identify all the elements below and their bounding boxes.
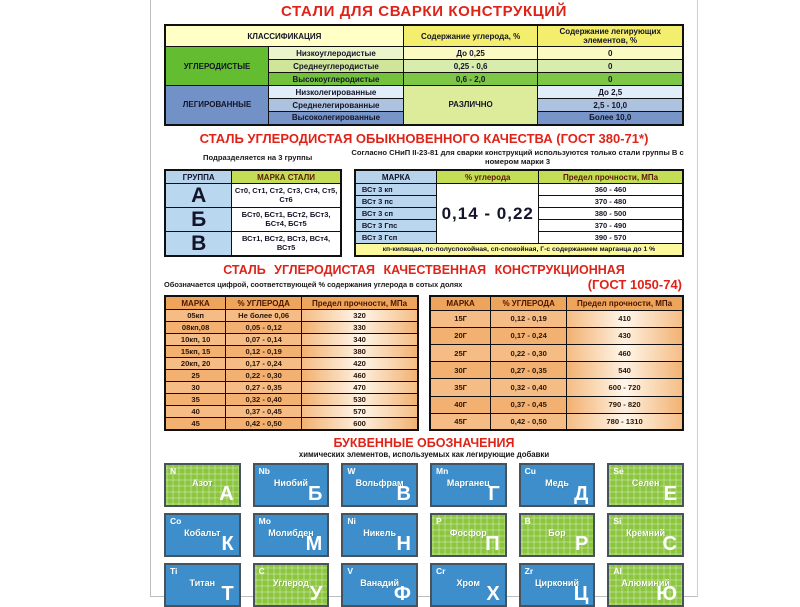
- strength-value: 470: [302, 382, 418, 394]
- steel-mark: 35: [165, 394, 226, 406]
- mark-header: МАРКА: [165, 296, 226, 310]
- strength-value: 380: [302, 346, 418, 358]
- element-symbol: B: [524, 516, 531, 527]
- element-symbol: Nb: [258, 466, 270, 477]
- carbon-range: Не более 0,06: [226, 310, 302, 322]
- alloy-content: До 2,5: [538, 86, 683, 99]
- element-symbol: W: [347, 466, 356, 477]
- element-name: Медь: [545, 478, 569, 489]
- vst3-marks-table: [354, 169, 684, 257]
- section2-note-left: Подразделяется на 3 группы: [203, 152, 313, 162]
- element-tile-al: [607, 563, 684, 607]
- steel-mark: ВСт 3 пс: [355, 196, 437, 208]
- steel-mark: ВСт 3 сп: [355, 208, 437, 220]
- element-symbol: Se: [613, 466, 624, 477]
- element-letter: Б: [307, 483, 323, 506]
- element-tile-mn: [430, 463, 507, 507]
- steel-mark: 15Г: [430, 310, 491, 327]
- carbon-various: РАЗЛИЧНО: [403, 86, 538, 125]
- strength-value: 540: [567, 362, 683, 379]
- section2-note-right: Согласно СНиП II-23-81 для сварки конструкций используются только стали группы В с номером марки 3: [351, 147, 684, 166]
- strength-header: Предел прочности, МПа: [302, 296, 418, 310]
- element-tile-n: [164, 463, 241, 507]
- carbon-range: 0,32 - 0,40: [226, 394, 302, 406]
- alloy-content: 2,5 - 10,0: [538, 99, 683, 112]
- element-symbol: Cr: [435, 566, 446, 577]
- element-symbol: C: [258, 566, 265, 577]
- strength-value: 460: [302, 370, 418, 382]
- section3-title: СТАЛЬ УГЛЕРОДИСТАЯ КАЧЕСТВЕННАЯ КОНСТРУКЦИОННАЯ: [223, 262, 625, 277]
- element-tile-co: [164, 513, 241, 557]
- steel-mark: 45: [165, 418, 226, 431]
- carbon-range: 0,05 - 0,12: [226, 322, 302, 334]
- element-letter: Р: [574, 533, 589, 556]
- element-letter: П: [485, 533, 500, 556]
- steel-mark: 05кп: [165, 310, 226, 322]
- carbon-range: 0,17 - 0,24: [226, 358, 302, 370]
- element-letter: Х: [486, 583, 500, 606]
- element-letter: Е: [663, 483, 677, 506]
- element-symbol: P: [435, 516, 442, 527]
- element-letter: Ф: [393, 583, 411, 606]
- steel-mark: ВСт 3 кп: [355, 183, 437, 195]
- strength-value: 370 - 480: [539, 196, 683, 208]
- element-tile-ni: [341, 513, 418, 557]
- element-letter: А: [219, 483, 234, 506]
- element-name: Фосфор: [449, 528, 487, 539]
- section3-gost: (ГОСТ 1050-74): [587, 276, 682, 292]
- strength-value: 600 - 720: [567, 379, 683, 396]
- carbon-content-header: Содержание углерода, %: [403, 25, 538, 47]
- strength-header: Предел прочности, МПа: [539, 170, 683, 183]
- steel-groups-table: [164, 169, 342, 257]
- section2-notes: [164, 148, 684, 167]
- elements-grid: [164, 463, 684, 607]
- element-name: Титан: [189, 578, 216, 589]
- carbon-range: 0,12 - 0,19: [226, 346, 302, 358]
- group-carbon-steels: УГЛЕРОДИСТЫЕ: [165, 47, 269, 86]
- carbon-range: 0,42 - 0,50: [226, 418, 302, 431]
- carbon-range: 0,07 - 0,14: [226, 334, 302, 346]
- carbon-percent-header: % УГЛЕРОДА: [226, 296, 302, 310]
- group-letter: Б: [165, 207, 232, 231]
- element-letter: С: [662, 533, 677, 556]
- element-name: Марганец: [446, 478, 490, 489]
- element-name: Селен: [631, 478, 660, 489]
- steel-type: Низколегированные: [269, 86, 404, 99]
- steel-type: Высоколегированные: [269, 112, 404, 125]
- element-symbol: Mo: [258, 516, 271, 527]
- steel-mark: 10кп, 10: [165, 334, 226, 346]
- element-letter: М: [305, 533, 323, 556]
- element-name: Азот: [192, 478, 213, 489]
- strength-value: 360 - 460: [539, 183, 683, 195]
- section2-title: СТАЛЬ УГЛЕРОДИСТАЯ ОБЫКНОВЕННОГО КАЧЕСТВА (ГОСТ 380-71*): [199, 130, 649, 146]
- group-alloyed-steels: ЛЕГИРОВАННЫЕ: [165, 86, 269, 125]
- steel-mark: 25Г: [430, 345, 491, 362]
- steel-type: Среднелегированные: [269, 99, 404, 112]
- steel-mark: 20кп, 20: [165, 358, 226, 370]
- carbon-range: 0,42 - 0,50: [491, 413, 567, 430]
- element-tile-cu: [519, 463, 596, 507]
- strength-value: 420: [302, 358, 418, 370]
- element-letter: Н: [396, 533, 411, 556]
- alloy-content-header: Содержание легирующих элементов, %: [538, 25, 683, 47]
- group-marks: ВСт1, ВСт2, ВСт3, ВСт4, ВСт5: [232, 231, 341, 256]
- marks-footnote: кп-кипящая, пс-полуспокойная, сп-спокойная, Г-с содержанием марганца до 1 %: [355, 244, 683, 256]
- strength-value: 570: [302, 406, 418, 418]
- steel-mark: 40: [165, 406, 226, 418]
- element-name: Кремний: [626, 528, 666, 539]
- gost1050-left-table: [164, 295, 419, 432]
- steel-mark: 25: [165, 370, 226, 382]
- element-tile-se: [607, 463, 684, 507]
- strength-value: 530: [302, 394, 418, 406]
- strength-value: 370 - 490: [539, 220, 683, 232]
- element-tile-cr: [430, 563, 507, 607]
- element-name: Ниобий: [273, 478, 309, 489]
- element-name: Никель: [363, 528, 397, 539]
- classification-table: [164, 24, 684, 126]
- element-name: Углерод: [273, 578, 309, 589]
- steel-type: Среднеуглеродистые: [269, 60, 404, 73]
- element-tile-v: [341, 563, 418, 607]
- steel-type: Низкоуглеродистые: [269, 47, 404, 60]
- element-tile-mo: [253, 513, 330, 557]
- element-tile-nb: [253, 463, 330, 507]
- element-name: Кобальт: [184, 528, 221, 539]
- section4-title: БУКВЕННЫЕ ОБОЗНАЧЕНИЯ: [333, 436, 515, 451]
- element-tile-si: [607, 513, 684, 557]
- element-name: Цирконий: [534, 578, 579, 589]
- section3-subtitle-row: [164, 277, 684, 292]
- element-name: Вольфрам: [355, 478, 404, 489]
- steel-mark: 15кп, 15: [165, 346, 226, 358]
- steel-mark: 30Г: [430, 362, 491, 379]
- group-marks: БСт0, БСт1, БСт2, БСт3, БСт4, БСт5: [232, 207, 341, 231]
- strength-value: 390 - 570: [539, 232, 683, 244]
- section3-tables: [164, 295, 684, 432]
- steel-mark: 08кп,08: [165, 322, 226, 334]
- element-tile-b: [519, 513, 596, 557]
- carbon-range: 0,6 - 2,0: [403, 73, 538, 86]
- carbon-range: 0,32 - 0,40: [491, 379, 567, 396]
- carbon-range: 0,12 - 0,19: [491, 310, 567, 327]
- steel-type: Высокоуглеродистые: [269, 73, 404, 86]
- element-letter: Т: [221, 583, 234, 606]
- strength-value: 410: [567, 310, 683, 327]
- element-tile-w: [341, 463, 418, 507]
- element-symbol: Cu: [524, 466, 536, 477]
- group-letter: В: [165, 231, 232, 256]
- element-symbol: V: [347, 566, 353, 577]
- element-symbol: Si: [613, 516, 622, 527]
- strength-value: 380 - 500: [539, 208, 683, 220]
- steel-poster: [150, 0, 698, 606]
- steel-mark: ВСт 3 Гпс: [355, 220, 437, 232]
- element-symbol: Co: [170, 516, 182, 527]
- element-symbol: N: [170, 466, 177, 477]
- strength-value: 600: [302, 418, 418, 431]
- element-symbol: Ti: [170, 566, 178, 577]
- carbon-range: 0,37 - 0,45: [226, 406, 302, 418]
- strength-value: 780 - 1310: [567, 413, 683, 430]
- element-letter: Д: [574, 483, 589, 506]
- carbon-range: 0,17 - 0,24: [491, 327, 567, 344]
- group-letter: А: [165, 183, 232, 207]
- element-letter: Ц: [573, 583, 589, 606]
- element-name: Ванадий: [360, 578, 400, 589]
- carbon-range: 0,22 - 0,30: [491, 345, 567, 362]
- alloy-content: 0: [538, 47, 683, 60]
- carbon-range: 0,25 - 0,6: [403, 60, 538, 73]
- element-name: Молибден: [268, 528, 314, 539]
- element-tile-ti: [164, 563, 241, 607]
- carbon-range: 0,37 - 0,45: [491, 396, 567, 413]
- classification-header: КЛАССИФИКАЦИЯ: [165, 25, 403, 47]
- steel-mark: ВСт 3 Гсп: [355, 232, 437, 244]
- steel-mark: 20Г: [430, 327, 491, 344]
- carbon-range: 0,27 - 0,35: [226, 382, 302, 394]
- element-tile-p: [430, 513, 507, 557]
- element-tile-zr: [519, 563, 596, 607]
- strength-value: 330: [302, 322, 418, 334]
- strength-header: Предел прочности, МПа: [567, 296, 683, 310]
- alloy-content: Более 10,0: [538, 112, 683, 125]
- element-letter: У: [309, 583, 323, 606]
- element-symbol: Ni: [347, 516, 356, 527]
- steel-mark: 40Г: [430, 396, 491, 413]
- element-symbol: Mn: [435, 466, 449, 477]
- element-letter: Ю: [656, 583, 677, 606]
- section4-subtitle: химических элементов, используемых как легирующие добавки: [298, 450, 550, 460]
- strength-value: 340: [302, 334, 418, 346]
- section2-tables: [164, 169, 684, 257]
- carbon-percent-header: % УГЛЕРОДА: [491, 296, 567, 310]
- carbon-merged-value: 0,14 - 0,22: [437, 183, 539, 243]
- strength-value: 320: [302, 310, 418, 322]
- poster-title: СТАЛИ ДЛЯ СВАРКИ КОНСТРУКЦИЙ: [280, 3, 568, 20]
- element-letter: В: [396, 483, 411, 506]
- group-header: ГРУППА: [165, 170, 232, 183]
- element-tile-c: [253, 563, 330, 607]
- element-letter: Г: [488, 483, 500, 506]
- strength-value: 790 - 820: [567, 396, 683, 413]
- mark-header: МАРКА: [355, 170, 437, 183]
- strength-value: 460: [567, 345, 683, 362]
- carbon-range: 0,27 - 0,35: [491, 362, 567, 379]
- mark-header: МАРКА: [430, 296, 491, 310]
- alloy-content: 0: [538, 60, 683, 73]
- steel-mark: 30: [165, 382, 226, 394]
- section3-note: Обозначается цифрой, соответствующей % содержания углерода в сотых долях: [164, 279, 463, 289]
- carbon-range: До 0,25: [403, 47, 538, 60]
- steel-mark: 45Г: [430, 413, 491, 430]
- group-marks: Ст0, Ст1, Ст2, Ст3, Ст4, Ст5, Ст6: [232, 183, 341, 207]
- strength-value: 430: [567, 327, 683, 344]
- element-symbol: Al: [613, 566, 622, 577]
- carbon-percent-header: % углерода: [437, 170, 539, 183]
- steel-mark: 35Г: [430, 379, 491, 396]
- element-name: Алюминий: [621, 578, 670, 589]
- element-name: Хром: [456, 578, 481, 589]
- alloy-content: 0: [538, 73, 683, 86]
- element-letter: К: [221, 533, 234, 556]
- element-symbol: Zr: [524, 566, 534, 577]
- element-name: Бор: [548, 528, 566, 539]
- gost1050-right-table: [429, 295, 684, 432]
- carbon-range: 0,22 - 0,30: [226, 370, 302, 382]
- steel-mark-header: МАРКА СТАЛИ: [232, 170, 341, 183]
